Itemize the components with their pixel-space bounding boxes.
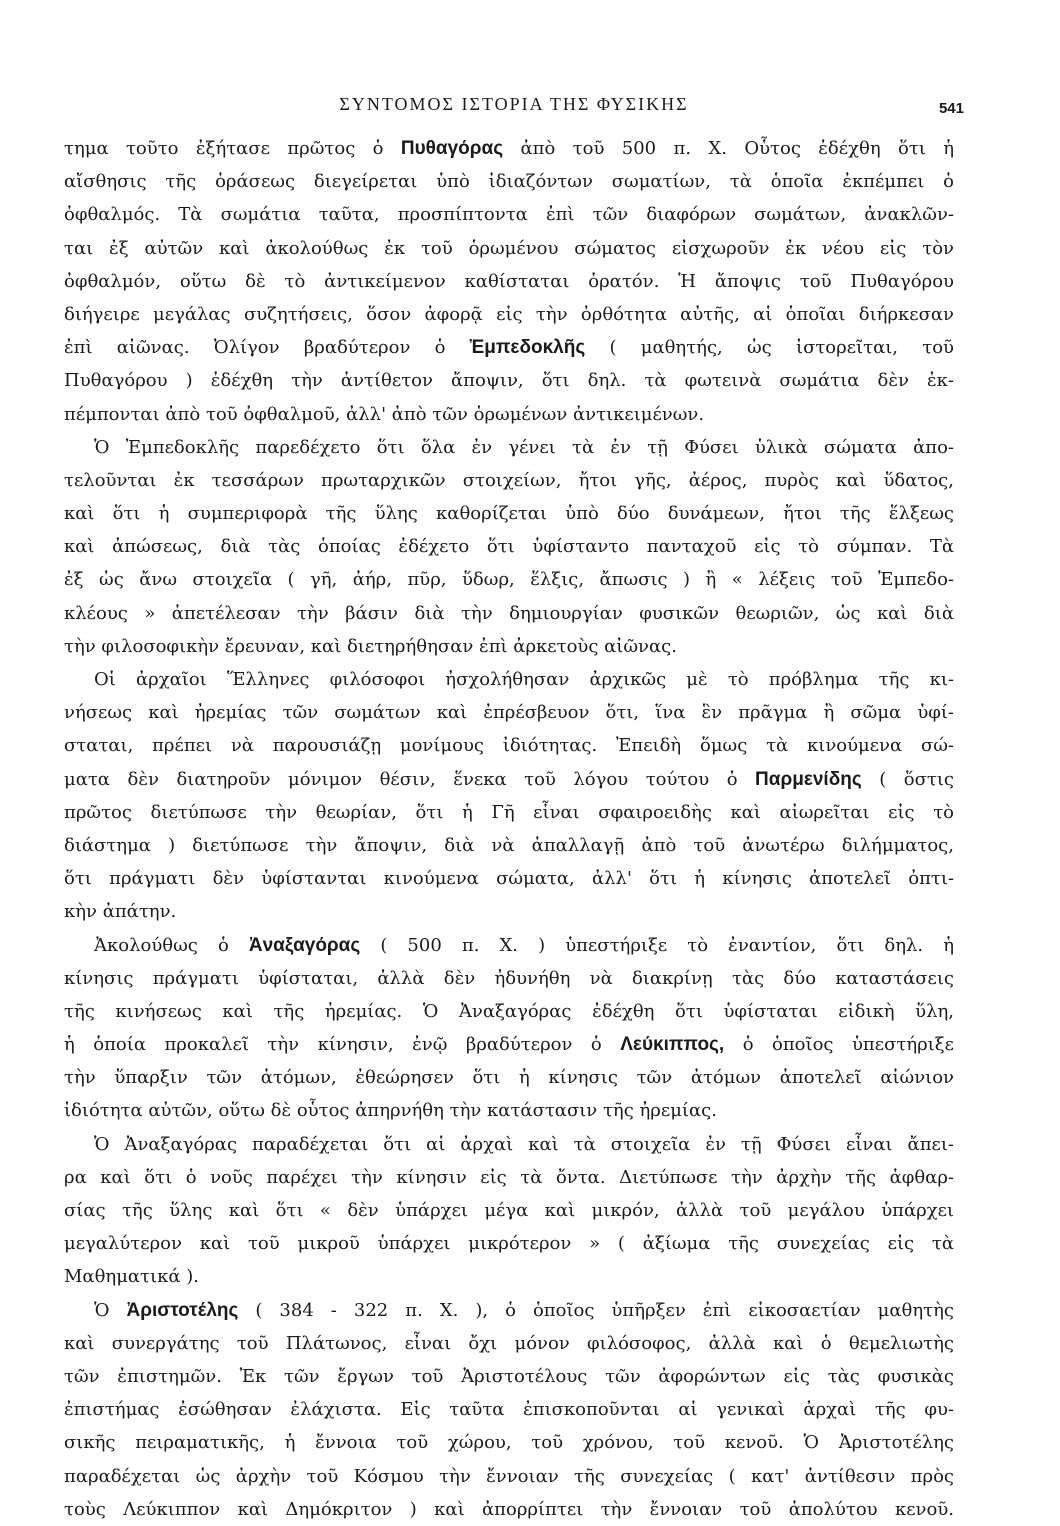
- running-title: ΣΥΝΤΟΜΟΣ ΙΣΤΟΡΙΑ ΤΗΣ ΦΥΣΙΚΗΣ: [339, 94, 689, 114]
- text-line: [64, 398, 954, 431]
- text-line: [64, 995, 954, 1028]
- text-line: [64, 1426, 954, 1459]
- text-line: [64, 464, 954, 497]
- text-line: [64, 132, 954, 165]
- paragraph-first-line: [64, 1128, 954, 1161]
- text-segment: Ὁ Ἀναξαγόρας παραδέχεται ὅτι αἱ ἀρχαὶ καὶ τὰ στοιχεῖα ἐν τῇ Φύσει εἶναι ἄπει-: [94, 1133, 954, 1155]
- text-segment: ( 384 - 322 π. Χ. ), ὁ ὁποῖος ὑπῆρξεν ἐπὶ εἰκοσαετίαν μαθητὴς: [238, 1299, 954, 1321]
- text-segment: διάστημα ) διετύπωσε τὴν ἄποψιν, διὰ νὰ ἀπαλλαγῇ ἀπὸ τοῦ ἀνωτέρω διλήμματος,: [64, 834, 954, 856]
- person-name: Ἀναξαγόρας: [248, 934, 361, 956]
- text-line: [64, 1094, 954, 1127]
- text-segment: Μαθηματικά ).: [64, 1266, 199, 1288]
- text-segment: Ὁ: [94, 1299, 127, 1321]
- text-segment: μεγαλύτερον καὶ τοῦ μικροῦ ὑπάρχει μικρότερον » ( ἀξίωμα τῆς συνεχείας εἰς τὰ: [64, 1233, 954, 1255]
- text-line: [64, 962, 954, 995]
- text-segment: παραδέχεται ὡς ἀρχὴν τοῦ Κόσμου τὴν ἔννοιαν τῆς συνεχείας ( κατ' ἀντίθεσιν πρὸς: [64, 1465, 954, 1487]
- text-line: [64, 198, 954, 231]
- person-name: Ἀριστοτέλης: [126, 1299, 239, 1321]
- text-line: [64, 298, 954, 331]
- text-segment: ὅτι πράγματι δὲν ὑφίστανται κινούμενα σώματα, ἀλλ' ὅτι ἡ κίνησις ἀποτελεῖ ὀπτι-: [64, 868, 954, 890]
- text-segment: τελοῦνται ἐκ τεσσάρων πρωταρχικῶν στοιχείων, ἤτοι γῆς, ἀέρος, πυρὸς καὶ ὕδατος,: [64, 469, 954, 491]
- text-segment: κὴν ἀπάτην.: [64, 901, 177, 923]
- text-segment: τῶν ἐπιστημῶν. Ἐκ τῶν ἔργων τοῦ Ἀριστοτέλους τῶν ἀφορώντων εἰς τὰς φυσικὰς: [64, 1365, 954, 1387]
- text-segment: σίας τῆς ὕλης καὶ ὅτι « δὲν ὑπάρχει μέγα καὶ μικρόν, ἀλλὰ τοῦ μεγάλου ὑπάρχει: [64, 1200, 954, 1221]
- text-line: [64, 1260, 954, 1293]
- text-segment: πρῶτος διετύπωσε τὴν θεωρίαν, ὅτι ἡ Γῆ εἶναι σφαιροειδὴς καὶ αἰωρεῖται εἰς τὸ: [64, 801, 954, 823]
- text-line: [64, 1493, 954, 1526]
- person-name: Λεύκιππος,: [620, 1034, 725, 1056]
- text-segment: ἡ ὁποία προκαλεῖ τὴν κίνησιν, ἐνῷ βραδύτερον ὁ: [64, 1034, 621, 1056]
- text-line: [64, 232, 954, 265]
- text-line: [64, 1061, 954, 1094]
- text-segment: ἐξ ὡς ἄνω στοιχεῖα ( γῆ, ἀήρ, πῦρ, ὕδωρ, ἕλξις, ἄπωσις ) ἢ « λέξεις τοῦ Ἐμπεδο-: [64, 569, 954, 591]
- text-segment: καὶ συνεργάτης τοῦ Πλάτωνος, εἶναι ὄχι μόνον φιλόσοφος, ἀλλὰ καὶ ὁ θεμελιωτὴς: [64, 1332, 954, 1354]
- text-segment: Οἱ ἀρχαῖοι Ἕλληνες φιλόσοφοι ἠσχολήθησαν ἀρχικῶς μὲ τὸ πρόβλημα τῆς κι-: [94, 669, 954, 690]
- person-name: Πυθαγόρας: [400, 138, 504, 159]
- text-line: [64, 1360, 954, 1393]
- text-line: [64, 165, 954, 198]
- person-name: Παρμενίδης: [755, 768, 862, 790]
- text-segment: καὶ ὅτι ἡ συμπεριφορὰ τῆς ὕλης καθορίζεται ὑπὸ δύο δυνάμεων, ἤτοι τῆς ἕλξεως: [64, 503, 954, 525]
- text-segment: διήγειρε μεγάλας συζητήσεις, ὅσον ἀφορᾷ εἰς τὴν ὀρθότητα αὐτῆς, αἱ ὁποῖαι διήρκεσαν: [64, 303, 954, 325]
- text-segment: ἐπὶ αἰῶνας. Ὀλίγον βραδύτερον ὁ: [64, 337, 470, 359]
- text-segment: ρα καὶ ὅτι ὁ νοῦς παρέχει τὴν κίνησιν εἰς τὰ ὄντα. Διετύπωσε τὴν ἀρχὴν τῆς ἀφθαρ-: [64, 1166, 954, 1188]
- person-name: Ἐμπεδοκλῆς: [469, 337, 586, 359]
- text-line: [64, 597, 954, 630]
- text-segment: ( 500 π. Χ. ) ὑπεστήριξε τὸ ἐναντίον, ὅτι δηλ. ἡ: [360, 934, 954, 956]
- text-segment: Πυθαγόρου ) ἐδέχθη τὴν ἀντίθετον ἄποψιν, ὅτι δηλ. τὰ φωτεινὰ σωμάτια δὲν ἐκ-: [64, 370, 954, 392]
- body-text: [64, 132, 954, 1526]
- paragraph-first-line: [64, 431, 954, 464]
- paragraph-first-line: [64, 929, 954, 962]
- text-line: [64, 829, 954, 862]
- text-segment: αἴσθησις τῆς ὁράσεως διεγείρεται ὑπὸ ἰδιαζόντων σωματίων, τὰ ὁποῖα ἐκπέμπει ὁ: [64, 171, 954, 193]
- text-segment: ἀπὸ τοῦ 500 π. Χ. Οὗτος ἐδέχθη ὅτι ἡ: [503, 138, 954, 159]
- text-line: [64, 1194, 954, 1227]
- text-segment: ματα δὲν διατηροῦν μόνιμον θέσιν, ἕνεκα τοῦ λόγου τούτου ὁ: [64, 768, 756, 790]
- paragraph-first-line: [64, 663, 954, 696]
- text-segment: τοὺς Λεύκιππον καὶ Δημόκριτον ) καὶ ἀπορρίπτει τὴν ἔννοιαν τοῦ ἀπολύτου κενοῦ.: [64, 1498, 954, 1520]
- text-line: [64, 1227, 954, 1260]
- text-segment: ὁ ὁποῖος ὑπεστήριξε: [724, 1034, 954, 1056]
- text-segment: ἰδιότητα αὐτῶν, οὕτω δὲ οὗτος ἀπηρνήθη τὴν κατάστασιν τῆς ἠρεμίας.: [64, 1100, 717, 1122]
- text-segment: τὴν φιλοσοφικὴν ἔρευναν, καὶ διετηρήθησαν ἐπὶ ἀρκετοὺς αἰῶνας.: [64, 635, 677, 657]
- text-segment: ( ὅστις: [861, 768, 954, 790]
- text-segment: κλέους » ἀπετέλεσαν τὴν βάσιν διὰ τὴν δημιουργίαν φυσικῶν θεωριῶν, ὡς καὶ διὰ: [64, 602, 954, 624]
- text-segment: νήσεως καὶ ἠρεμίας τῶν σωμάτων καὶ ἐπρέσβευον ὅτι, ἵνα ἓν πρᾶγμα ἢ σῶμα ὑφί-: [64, 702, 954, 724]
- text-segment: κίνησις πράγματι ὑφίσταται, ἀλλὰ δὲν ἠδυνήθη νὰ διακρίνῃ τὰς δύο καταστάσεις: [64, 967, 954, 989]
- text-line: [64, 796, 954, 829]
- text-line: [64, 364, 954, 397]
- text-line: [64, 729, 954, 762]
- text-segment: πέμπονται ἀπὸ τοῦ ὀφθαλμοῦ, ἀλλ' ἀπὸ τῶν ὁρωμένων ἀντικειμένων.: [64, 403, 705, 425]
- text-segment: σικῆς πειραματικῆς, ἡ ἔννοια τοῦ χώρου, τοῦ χρόνου, τοῦ κενοῦ. Ὁ Ἀριστοτέλης: [64, 1432, 954, 1454]
- text-line: [64, 1327, 954, 1360]
- text-line: [64, 563, 954, 596]
- text-segment: ὀφθαλμός. Τὰ σωμάτια ταῦτα, προσπίπτοντα ἐπὶ τῶν διαφόρων σωμάτων, ἀνακλῶν-: [64, 204, 954, 226]
- text-segment: τὴν ὕπαρξιν τῶν ἀτόμων, ἐθεώρησεν ὅτι ἡ κίνησις τῶν ἀτόμων ἀποτελεῖ αἰώνιον: [64, 1067, 954, 1089]
- text-line: [64, 862, 954, 895]
- text-segment: ὀφθαλμόν, οὕτω δὲ τὸ ἀντικείμενον καθίσταται ὁρατόν. Ἡ ἄποψις τοῦ Πυθαγόρου: [64, 270, 954, 292]
- text-line: [64, 1161, 954, 1194]
- text-segment: τῆς κινήσεως καὶ τῆς ἠρεμίας. Ὁ Ἀναξαγόρας ἐδέχθη ὅτι ὑφίσταται εἰδικὴ ὕλη,: [64, 1000, 954, 1022]
- text-line: [64, 331, 954, 364]
- text-line: [64, 530, 954, 563]
- page-number: 541: [938, 100, 964, 117]
- text-line: [64, 630, 954, 663]
- text-segment: Ἀκολούθως ὁ: [94, 934, 249, 956]
- text-line: [64, 763, 954, 796]
- text-line: [64, 696, 954, 729]
- text-segment: ( μαθητής, ὡς ἱστορεῖται, τοῦ: [585, 337, 954, 359]
- text-segment: ται ἐξ αὐτῶν καὶ ἀκολούθως ἐκ τοῦ ὁρωμένου σώματος εἰσχωροῦν ἐκ νέου εἰς τὸν: [64, 237, 954, 259]
- text-segment: τημα τοῦτο ἐξήτασε πρῶτος ὁ: [64, 138, 401, 159]
- text-segment: σταται, πρέπει νὰ παρουσιάζῃ μονίμους ἰδιότητας. Ἐπειδὴ ὅμως τὰ κινούμενα σώ-: [64, 735, 954, 757]
- text-line: [64, 1393, 954, 1426]
- text-segment: Ὁ Ἐμπεδοκλῆς παρεδέχετο ὅτι ὅλα ἐν γένει τὰ ἐν τῇ Φύσει ὑλικὰ σώματα ἀπο-: [94, 436, 954, 458]
- text-line: [64, 895, 954, 928]
- text-line: [64, 1028, 954, 1061]
- text-line: [64, 1460, 954, 1493]
- text-line: [64, 497, 954, 530]
- text-segment: καὶ ἀπώσεως, διὰ τὰς ὁποίας ἐδέχετο ὅτι ὑφίσταντο πανταχοῦ εἰς τὸ σύμπαν. Τὰ: [64, 536, 954, 558]
- running-head: [64, 94, 964, 124]
- paragraph-first-line: [64, 1294, 954, 1327]
- text-line: [64, 265, 954, 298]
- text-segment: ἐπιστήμας ἐσώθησαν ἐλάχιστα. Εἰς ταῦτα ἐπισκοποῦνται αἱ γενικαὶ ἀρχαὶ τῆς φυ-: [64, 1399, 954, 1421]
